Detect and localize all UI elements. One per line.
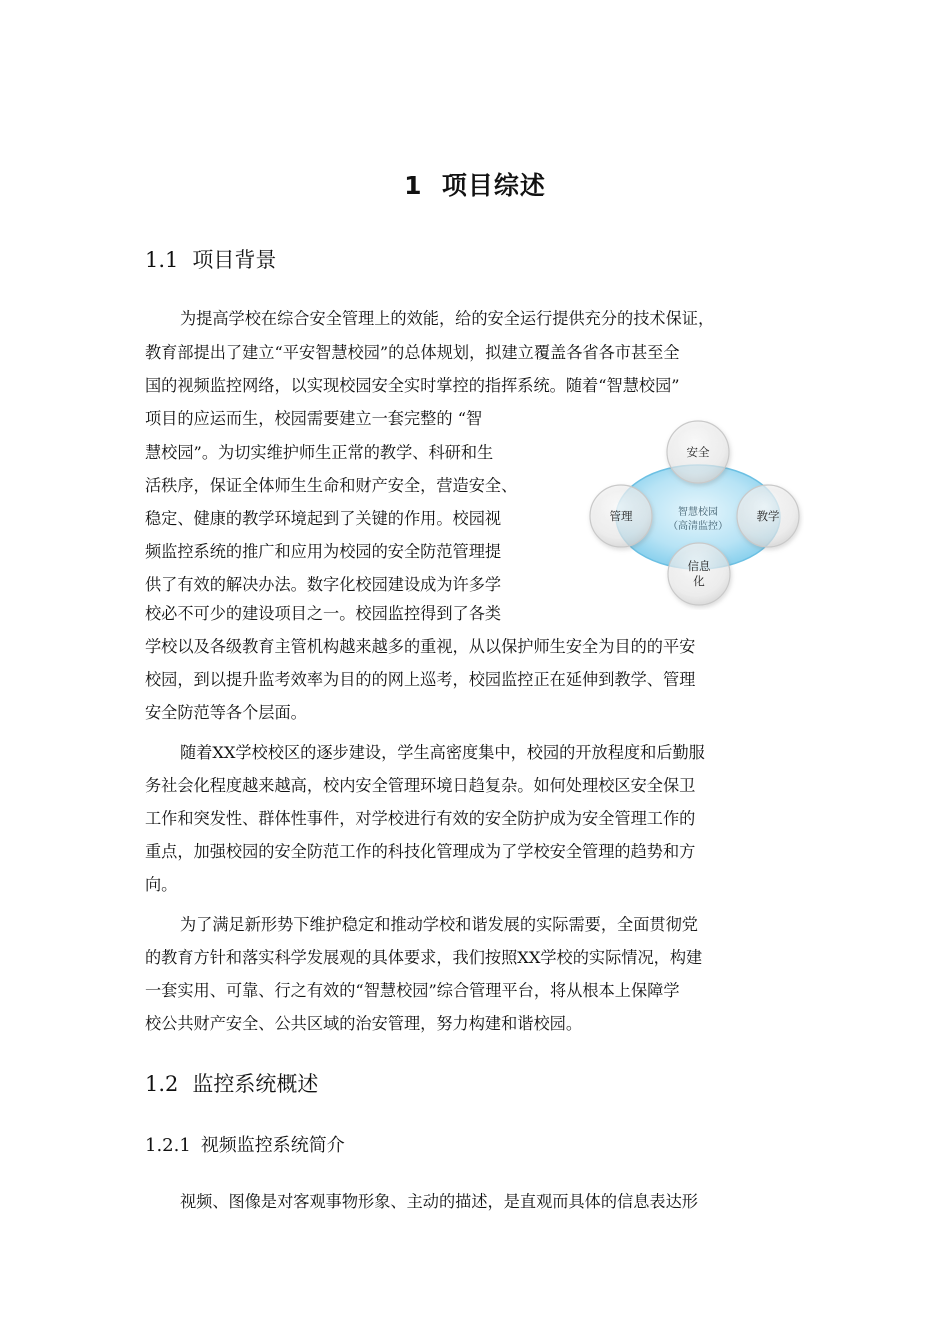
- chapter-heading: [0, 166, 950, 202]
- paragraph-line: 为提高学校在综合安全管理上的效能，给的安全运行提供充分的技术保证，: [180, 309, 715, 328]
- paragraph-line: 一套实用、可靠、行之有效的“智慧校园”综合管理平台，将从根本上保障学: [145, 981, 680, 1000]
- paragraph-line: 安全防范等各个层面。: [145, 703, 307, 722]
- paragraph-line: 校公共财产安全、公共区域的治安管理，努力构建和谐校园。: [145, 1014, 583, 1033]
- paragraph-line: 校园，到以提升监考效率为目的的网上巡考，校园监控正在延伸到教学、管理: [145, 670, 696, 689]
- subsection-number: 1.2.1: [145, 1135, 191, 1156]
- section-number: 1.2: [145, 1072, 179, 1096]
- center-label-1: 智慧校园: [678, 507, 718, 518]
- paragraph-line: 务社会化程度越来越高，校内安全管理环境日趋复杂。如何处理校区安全保卫: [145, 776, 696, 795]
- paragraph-line: 稳定、健康的教学环境起到了关键的作用。校园视: [145, 509, 502, 528]
- section-number: 1.1: [145, 248, 179, 272]
- subsection-title: 视频监控系统简介: [200, 1135, 345, 1156]
- paragraph-line: 教育部提出了建立“平安智慧校园”的总体规划，拟建立覆盖各省各市甚至全: [145, 343, 680, 362]
- section-heading-1-1: [145, 244, 276, 274]
- paragraph-line: 校必不可少的建设项目之一。校园监控得到了各类: [145, 604, 502, 623]
- paragraph-line: 慧校园”。为切实维护师生正常的教学、科研和生: [145, 443, 494, 462]
- bottom-label-2: 化: [693, 574, 705, 588]
- section-title: 监控系统概述: [192, 1072, 319, 1096]
- paragraph-line: 频监控系统的推广和应用为校园的安全防范管理提: [145, 542, 502, 561]
- chapter-title: 项目综述: [441, 171, 546, 200]
- section-heading-1-2: [145, 1068, 318, 1098]
- paragraph-line: 学校以及各级教育主管机构越来越多的重视，从以保护师生安全为目的的平安: [145, 637, 696, 656]
- left-label: 管理: [609, 509, 633, 523]
- bottom-label-1: 信息: [687, 559, 711, 573]
- right-label: 教学: [756, 509, 780, 523]
- top-label: 安全: [686, 445, 710, 459]
- paragraph-line: 的教育方针和落实科学发展观的具体要求，我们按照XX学校的实际情况，构建: [145, 948, 703, 967]
- paragraph-line: 向。: [145, 875, 178, 894]
- section-title: 项目背景: [192, 248, 277, 272]
- paragraph-line: 国的视频监控网络，以实现校园安全实时掌控的指挥系统。随着“智慧校园”: [145, 376, 680, 395]
- paragraph-line: 视频、图像是对客观事物形象、主动的描述，是直观而具体的信息表达形: [180, 1192, 698, 1211]
- paragraph-line: 供了有效的解决办法。数字化校园建设成为许多学: [145, 575, 502, 594]
- subsection-heading-1-2-1: [145, 1131, 345, 1157]
- chapter-number: 1: [404, 171, 423, 200]
- center-label-2: （高清监控）: [668, 521, 728, 532]
- paragraph-line: 项目的应运而生，校园需要建立一套完整的 “智: [145, 409, 483, 428]
- paragraph-line: 活秩序，保证全体师生生命和财产安全，营造安全、: [145, 476, 518, 495]
- paragraph-line: 随着XX学校校区的逐步建设，学生高密度集中，校园的开放程度和后勤服: [180, 743, 705, 762]
- paragraph-line: 工作和突发性、群体性事件，对学校进行有效的安全防护成为安全管理工作的: [145, 809, 696, 828]
- smart-campus-diagram: [584, 416, 804, 610]
- paragraph-line: 重点，加强校园的安全防范工作的科技化管理成为了学校安全管理的趋势和方: [145, 842, 696, 861]
- paragraph-line: 为了满足新形势下维护稳定和推动学校和谐发展的实际需要，全面贯彻党: [180, 915, 698, 934]
